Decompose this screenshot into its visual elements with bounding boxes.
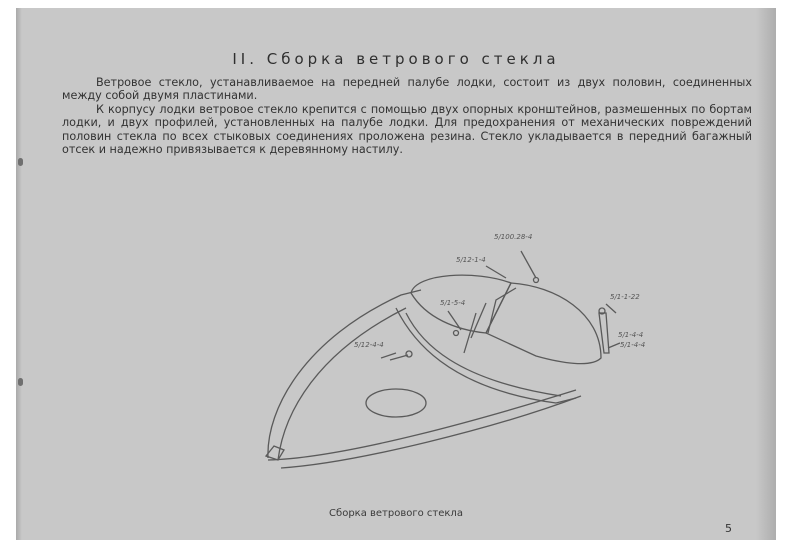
deck-hatch <box>366 389 426 417</box>
windshield-frame <box>488 288 516 333</box>
part-label: 5/100.28-4 <box>494 233 533 241</box>
bolt-left <box>390 355 408 360</box>
paragraph: Ветровое стекло, устанавливаемое на передней палубе лодки, состоит из двух половин, соединенных между собой двумя пластинами. <box>62 76 752 103</box>
deck-rim <box>396 308 576 403</box>
hull-bottom-edge <box>268 390 576 460</box>
part-label: 5/1-5-4 <box>440 299 466 307</box>
part-label: 5/1-1-22 <box>610 293 640 301</box>
page-number: 5 <box>725 522 732 535</box>
part-label: 5/1-4-4 <box>618 331 644 339</box>
figure-caption: Сборка ветрового стекла <box>329 508 463 519</box>
part-label: 5/1-4-4 <box>620 341 646 349</box>
section-title: II. Сборка ветрового стекла <box>232 50 560 68</box>
hull-outline-inner <box>278 308 406 460</box>
windshield-assembly-diagram <box>16 8 776 540</box>
part-label: 5/12-1-4 <box>456 256 486 264</box>
paragraph: К корпусу лодки ветровое стекло крепится с помощью двух опорных кронштейнов, размешенных по бортам лодки, и двух профилей, установленных на палубе лодки. Для предохранения от механических повреждений половин стекла по всех стыковых соединениях проложена резина. Стекло укладывается в передний багажный отсек и надежно привязывается к деревянному настилу. <box>62 102 752 157</box>
deck-rim-inner <box>406 313 561 396</box>
part-label: 5/12-4-4 <box>354 341 384 349</box>
document-page <box>16 8 776 540</box>
hull-outline <box>268 290 421 458</box>
